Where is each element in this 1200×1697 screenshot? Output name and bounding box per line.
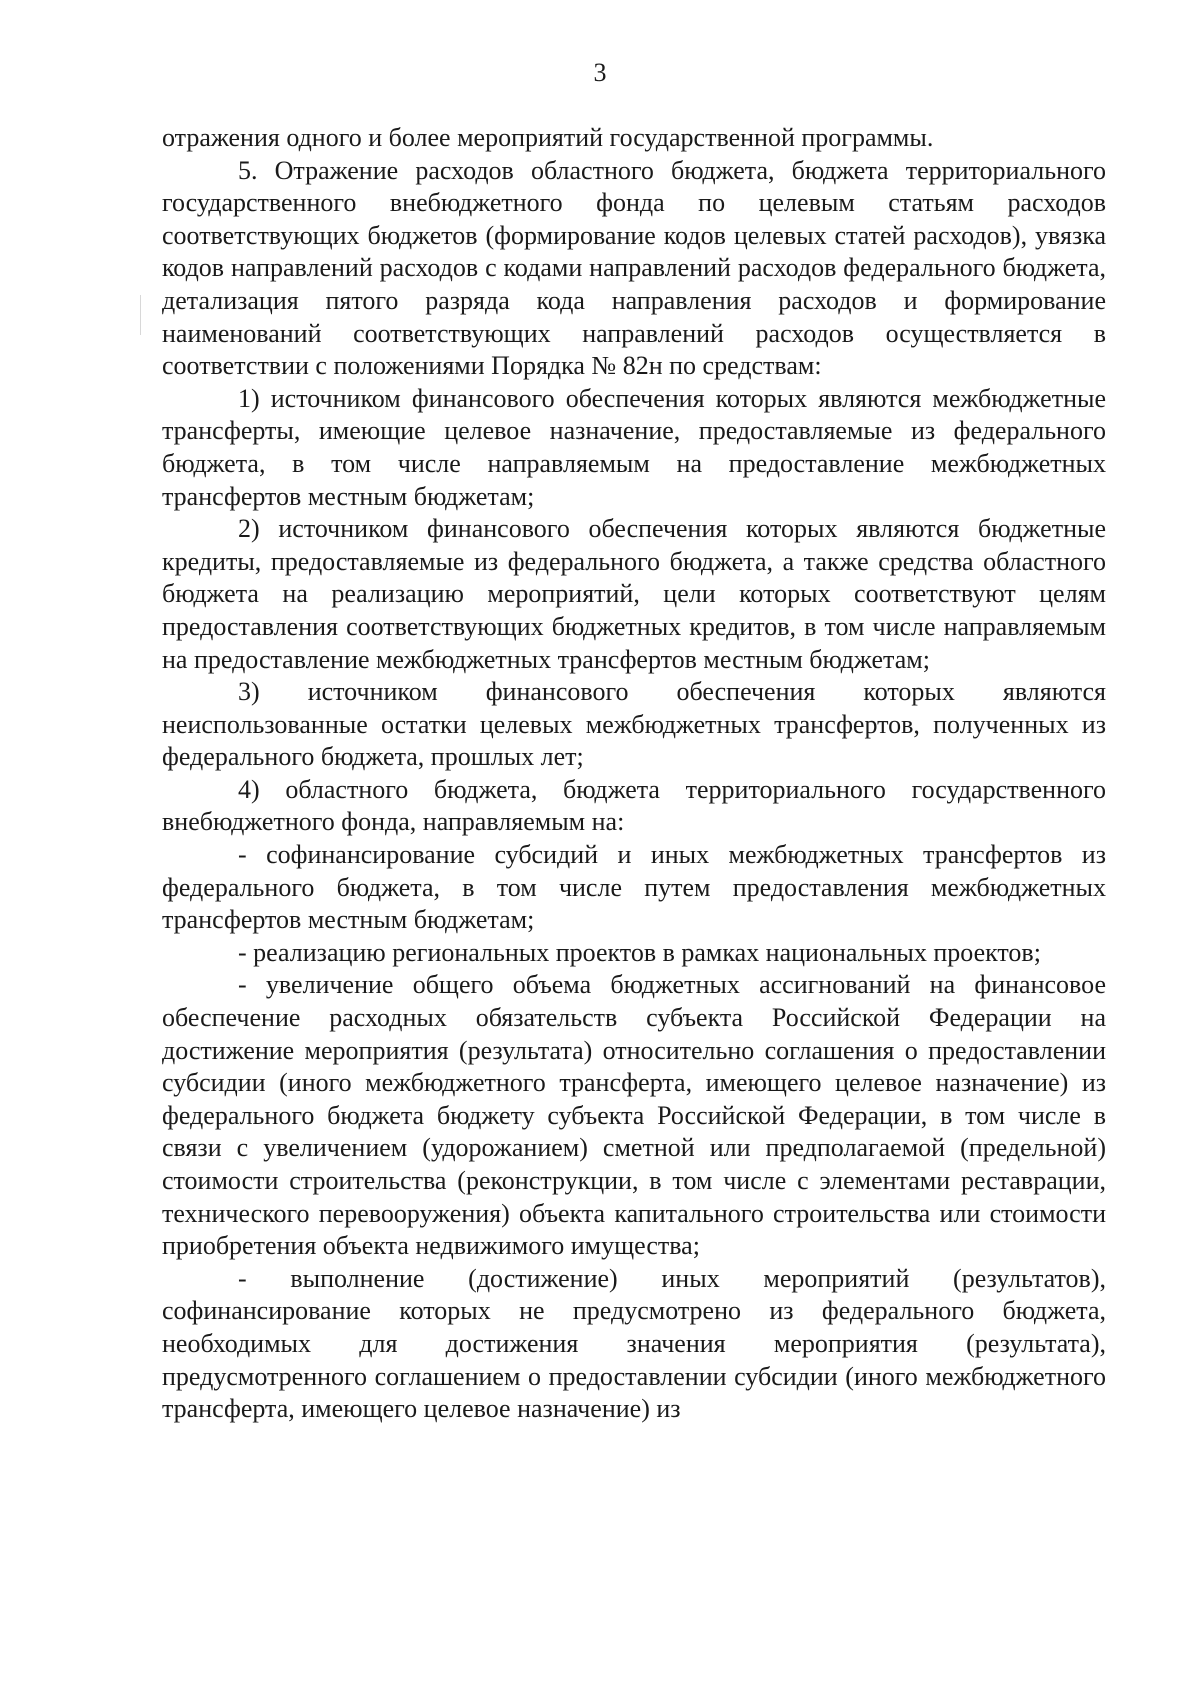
page-number: 3 bbox=[593, 58, 607, 87]
list-item-regional-projects: - реализацию региональных проектов в рамках национальных проектов; bbox=[238, 937, 1041, 967]
subitem-1: 1) источником финансового обеспечения которых являются межбюджетные трансферты, имеющие целевое назначение, предоставляемые из федерального бюджета, в том числе направляемым на предоставление межбюджетных трансфертов местным бюджетам; bbox=[162, 383, 1106, 511]
list-item-other-measures: - выполнение (достижение) иных мероприятий (результатов), софинансирование которых не предусмотрено из федерального бюджета, необходимых для достижения значения мероприятия (результата), предусмотренного соглашением о предоставлении субсидии (иного межбюджетного трансферта, имеющего целевое назначение) из bbox=[162, 1263, 1106, 1424]
document-body bbox=[162, 122, 1106, 1426]
subitem-3: 3) источником финансового обеспечения которых являются неиспользованные остатки целевых межбюджетных трансфертов, полученных из федерального бюджета, прошлых лет; bbox=[162, 677, 1106, 772]
paragraph-item-5: 5. Отражение расходов областного бюджета, бюджета территориального государственного внебюджетного фонда по целевым статьям расходов соответствующих бюджетов (формирование кодов целевых статей расходов), увязка кодов направлений расходов с кодами направлений расходов федерального бюджета, детализация пятого разряда кода направления расходов и формирование наименований соответствующих направлений расходов осуществляется в соответствии с положениями Порядка № 82н по средствам: bbox=[162, 155, 1106, 381]
subitem-4: 4) областного бюджета, бюджета территориального государственного внебюджетного фонда, направляемым на: bbox=[162, 774, 1106, 837]
paragraph-continuation: отражения одного и более мероприятий государственной программы. bbox=[162, 123, 934, 152]
subitem-2: 2) источником финансового обеспечения которых являются бюджетные кредиты, предоставляемые из федерального бюджета, а также средства областного бюджета на реализацию мероприятий, цели которых соответствуют целям предоставления соответствующих бюджетных кредитов, в том числе направляемым на предоставление межбюджетных трансфертов местным бюджетам; bbox=[162, 514, 1106, 674]
list-item-budget-increase: - увеличение общего объема бюджетных ассигнований на финансовое обеспечение расходных обязательств субъекта Российской Федерации на достижение мероприятия (результата) относительно соглашения о предоставлении субсидии (иного межбюджетного трансферта, имеющего целевое назначение) из федерального бюджета бюджету субъекта Российской Федерации, в том числе в связи с увеличением (удорожанием) сметной или предполагаемой (предельной) стоимости строительства (реконструкции, в том числе с элементами реставрации, технического перевооружения) объекта капитального строительства или стоимости приобретения объекта недвижимого имущества; bbox=[162, 970, 1106, 1261]
list-item-cofinancing: - софинансирование субсидий и иных межбюджетных трансфертов из федерального бюджета, в том числе путем предоставления межбюджетных трансфертов местным бюджетам; bbox=[162, 840, 1106, 935]
scan-margin-mark bbox=[140, 295, 141, 335]
